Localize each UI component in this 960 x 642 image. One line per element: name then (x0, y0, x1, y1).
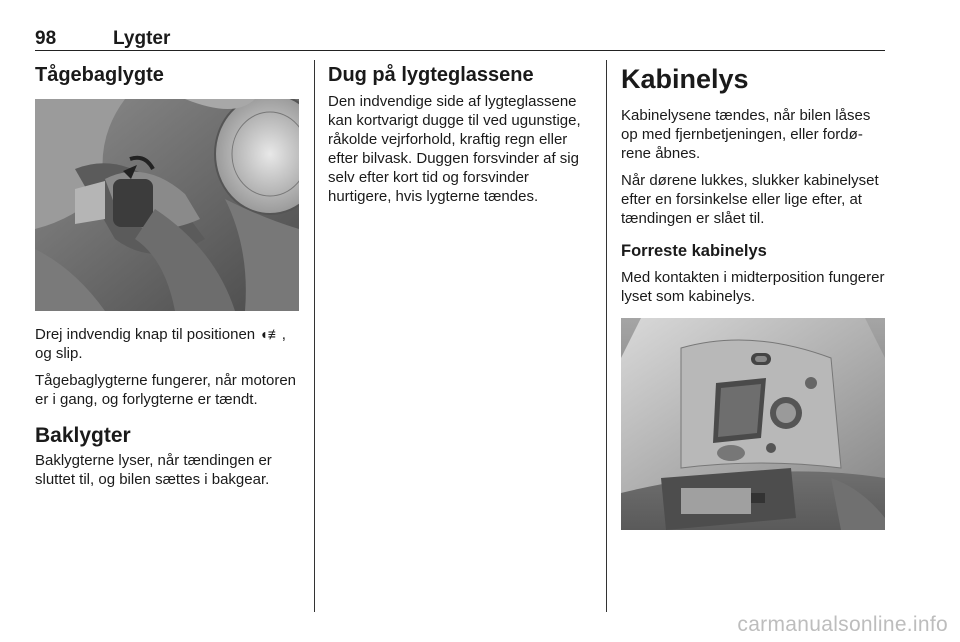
para-lens-condensation: Den indvendige side af lygteglassene kan kortvarigt dugge til ved ugunstige, råkolde vejrforhold, kraftig regn eller efter bilvask. Duggen forsvinder af sig selv efter kort tid og forsvinder hurtigere, hvis lygterne tændes. (328, 93, 581, 205)
heading-lens-condensation: Dug på lygteglassene (328, 64, 534, 86)
para-interior-lights-unlock: Kabinelysene tændes, når bilen låses op med fjernbetjeningen, eller fordørene åbnes. (621, 107, 871, 162)
heading-rear-fog: Tågebaglygte (35, 64, 164, 86)
watermark: carmanualsonline.info (737, 613, 948, 636)
para-interior-lights-off: Når dørene lukkes, slukker kabinelyset efter en forsinkelse eller lige efter, at tændingen er slået til. (621, 172, 879, 227)
page-header (35, 28, 885, 50)
heading-reversing-lights: Baklygter (35, 424, 131, 447)
para-front-interior-light: Med kontakten i midterposition fungerer lyset som kabinelys. (621, 269, 885, 305)
interior-light-drawing (621, 318, 885, 530)
para-rear-fog-instruction-suffix: og slip. (35, 345, 83, 362)
stalk-switch-drawing (35, 99, 299, 311)
heading-front-interior-light: Forreste kabinelys (621, 242, 767, 260)
para-reversing-lights: Baklygterne lyser, når tændingen er sluttet til, og bilen sættes i bakgear. (35, 452, 272, 488)
page-number: 98 (35, 28, 57, 49)
chapter-title: Lygter (113, 28, 171, 49)
para-rear-fog-instruction: Drej indvendig knap til positionen ◖≢, og slip. (35, 326, 286, 362)
heading-interior-lights: Kabinelys (621, 64, 749, 94)
column-divider-1 (314, 60, 315, 612)
column-interior-lights (621, 62, 887, 530)
stalk-switch-illustration (35, 99, 299, 311)
column-rear-fog (35, 62, 300, 489)
para-rear-fog-instruction-text: Drej indvendig knap til positionen (35, 326, 256, 343)
column-lens-condensation (328, 62, 592, 206)
column-divider-2 (606, 60, 607, 612)
para-rear-fog-operation: Tågebaglygterne fungerer, når motoren er i gang, og forlygterne er tændt. (35, 372, 296, 408)
interior-light-illustration (621, 318, 885, 530)
header-rule (35, 50, 885, 51)
rear-fog-lamp-icon: ◖≢ (259, 326, 282, 342)
